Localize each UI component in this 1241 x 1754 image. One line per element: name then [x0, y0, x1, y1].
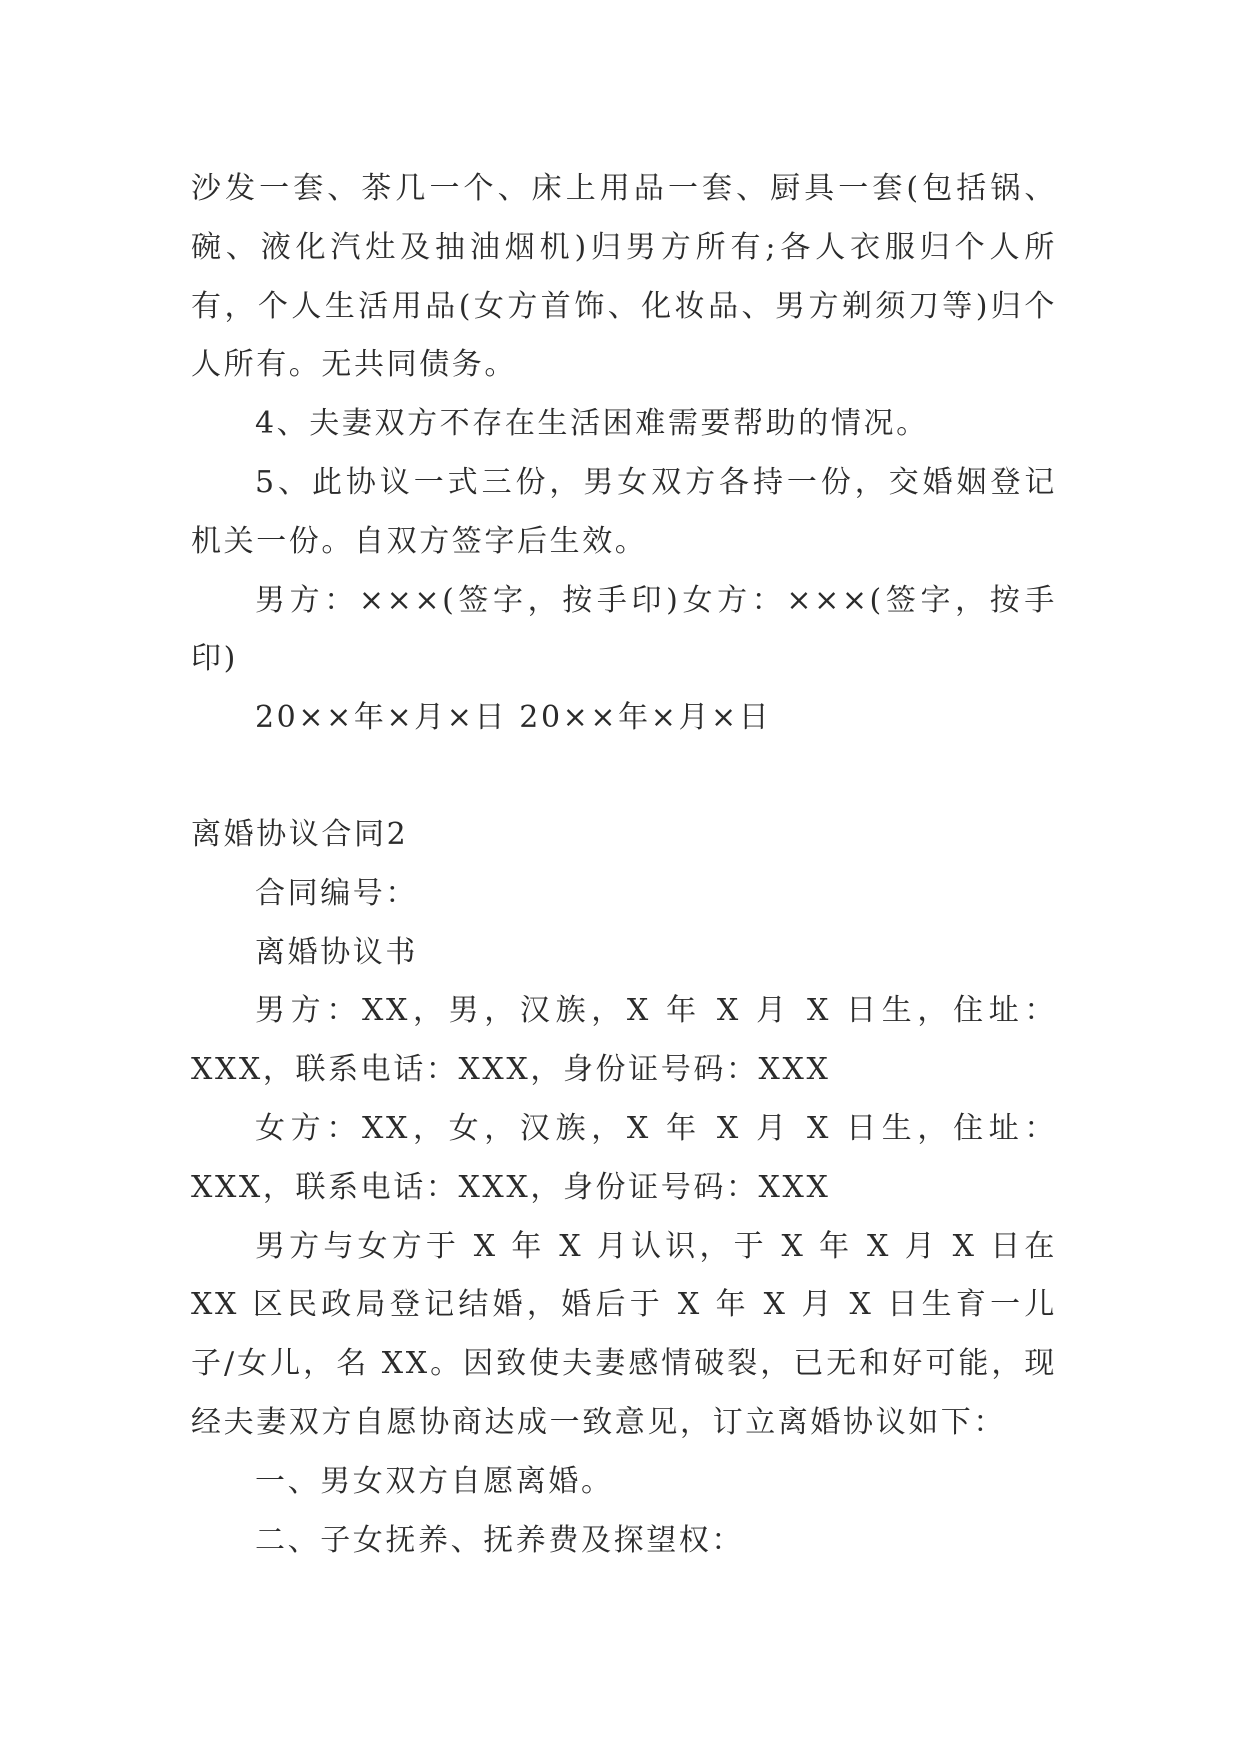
paragraph-signatures: 男方：×××(签字，按手印)女方：×××(签字，按手印) [191, 582, 1057, 677]
paragraph-clause-one: 一、男女双方自愿离婚。 [255, 1463, 614, 1499]
paragraph-dates: 20××年×月×日 20××年×月×日 [255, 700, 772, 736]
paragraph-clause-4: 4、夫妻双方不存在生活困难需要帮助的情况。 [255, 406, 929, 442]
paragraph-agreement-title: 离婚协议书 [255, 934, 418, 970]
paragraph-husband-info: 男方：XX，男，汉族，X 年 X 月 X 日生，住址：XXX，联系电话：XXX，身份证号码：XXX [191, 993, 1057, 1088]
paragraph-clause-two: 二、子女抚养、抚养费及探望权： [255, 1522, 744, 1558]
document-body [191, 160, 1057, 1570]
paragraph-background: 男方与女方于 X 年 X 月认识，于 X 年 X 月 X 日在 XX 区民政局登记结婚，婚后于 X 年 X 月 X 日生育一儿子/女儿，名 XX。因致使夫妻感情破裂，已无和好可能，现经夫妻双方自愿协商达成一致意见，订立离婚协议如下： [191, 1228, 1057, 1440]
paragraph-wife-info: 女方：XX，女，汉族，X 年 X 月 X 日生，住址：XXX，联系电话：XXX，身份证号码：XXX [191, 1110, 1057, 1205]
section-title: 离婚协议合同2 [191, 816, 409, 852]
paragraph-clause-5: 5、此协议一式三份，男女双方各持一份，交婚姻登记机关一份。自双方签字后生效。 [191, 464, 1057, 559]
paragraph-property-division: 沙发一套、茶几一个、床上用品一套、厨具一套(包括锅、碗、液化汽灶及抽油烟机)归男方所有;各人衣服归个人所有，个人生活用品(女方首饰、化妆品、男方剃须刀等)归个人所有。无共同债务。 [191, 171, 1057, 383]
paragraph-contract-number: 合同编号： [255, 875, 418, 911]
